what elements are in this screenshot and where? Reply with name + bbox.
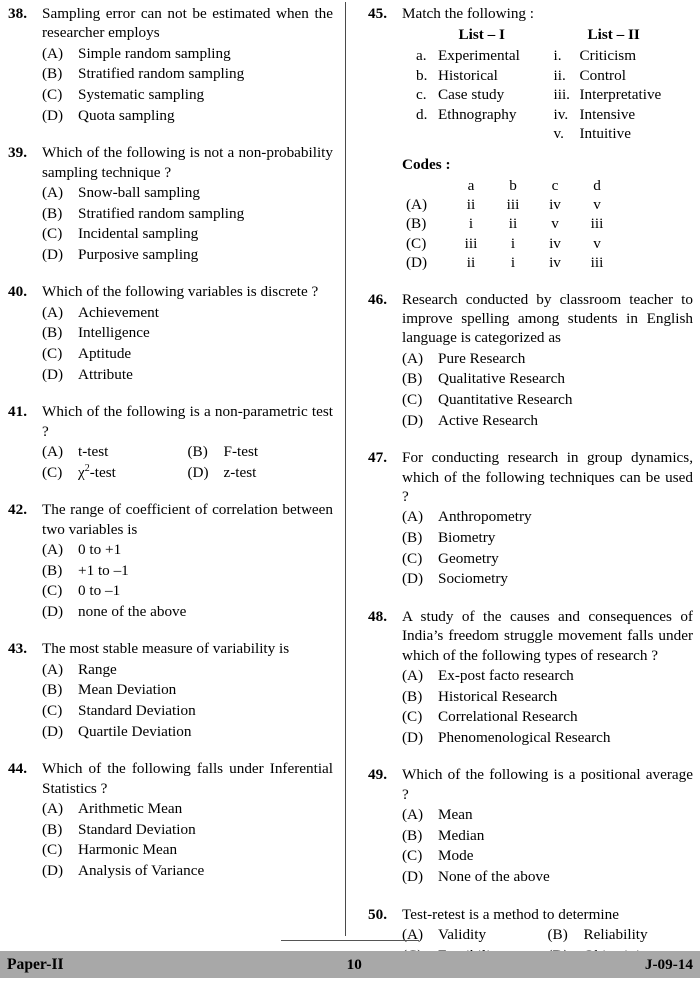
codes-cell: ii [466,195,476,213]
list-item [554,105,694,125]
codes-label: Codes : [402,155,451,173]
option-item[interactable] [42,303,333,324]
option-text: Aptitude [78,344,132,362]
option-item[interactable] [42,64,333,85]
option-label: (C) [42,86,63,103]
option-text: Anthropometry [438,508,532,526]
question-block [368,448,693,590]
option-label: (B) [42,820,63,838]
option-text: Reliability [583,925,648,943]
list-item [416,66,548,86]
codes-cell: v [593,195,601,213]
option-text: Quota sampling [78,106,175,124]
option-item[interactable] [402,728,693,749]
question-text: The range of coefficient of correlation between two variables is [42,501,333,538]
option-item[interactable] [402,528,693,549]
option-text: 0 to +1 [78,540,122,558]
codes-cell: i [510,234,516,252]
option-item[interactable] [42,442,188,463]
option-list [402,666,693,748]
option-label: (D) [402,728,424,746]
option-text: Analysis of Variance [78,861,205,879]
option-item[interactable] [42,840,333,861]
question-block [8,4,333,126]
question-text: Which of the following falls under Inferential Statistics ? [42,760,333,797]
codes-cell: iv [549,195,561,213]
option-text: Quantitative Research [438,391,573,408]
option-item[interactable] [42,106,333,127]
option-label: (B) [42,561,63,579]
codes-cell: v [593,234,601,252]
option-item[interactable] [188,442,334,463]
list-item-text: Intuitive [579,125,631,143]
option-label: (C) [402,708,423,726]
question-text: A study of the causes and consequences of India’s freedom struggle movement falls under which of the following types of research ? [402,607,693,664]
option-list [402,805,693,887]
question-text: Which of the following variables is discrete ? [42,283,319,301]
option-text: Purposive sampling [78,245,199,263]
option-text: Stratified random sampling [78,204,245,222]
codes-cell: i [468,215,474,233]
question-text: For conducting research in group dynamics, which of the following techniques can be used ? [402,449,693,505]
question-block [8,500,333,622]
left-question-column [8,4,333,898]
option-row [42,463,333,484]
codes-cell: iii [590,254,604,272]
option-item[interactable] [42,820,333,841]
option-label: (A) [42,442,64,460]
option-label: (C) [42,225,63,243]
option-item[interactable] [402,569,693,590]
option-list [42,540,333,622]
option-list [42,303,333,385]
question-number: 40. [8,283,27,301]
option-text: Incidental sampling [78,225,199,243]
option-label: (B) [402,687,423,705]
option-text: F-test [223,442,259,460]
question-number: 38. [8,5,27,22]
option-item[interactable] [402,549,693,570]
footer-page-number: 10 [346,955,362,973]
option-label: (B) [402,529,423,546]
list-item-marker: c. [416,86,427,104]
question-text: Research conducted by classroom teacher to improve spelling among students in English language is categorized as [402,290,693,347]
list-item-marker: d. [416,105,428,123]
option-text: 0 to –1 [78,582,121,600]
question-text: The most stable measure of variability is [42,640,290,658]
codes-cell: iii [464,234,478,252]
option-item[interactable] [42,799,333,820]
option-item[interactable] [42,323,333,344]
list-item-text: Control [579,66,626,84]
question-number: 43. [8,640,27,658]
footer-paper-code: J-09-14 [644,955,693,973]
option-label: (C) [402,391,423,408]
option-item[interactable] [402,805,693,826]
option-list [42,660,333,742]
option-text: Snow-ball sampling [78,184,200,201]
question-text: Match the following : [402,5,535,22]
option-label: (A) [42,184,64,201]
question-number: 49. [368,766,387,784]
option-list [402,507,693,589]
option-row [42,442,333,463]
option-text: Attribute [78,365,133,383]
option-label: (C) [402,549,423,567]
question-block [8,759,333,881]
option-label: (B) [42,324,63,342]
option-label: (D) [402,867,424,885]
option-text: Median [438,826,485,844]
codes-cell: i [510,254,516,272]
codes-option-row[interactable] [404,253,618,272]
codes-option-label: (B) [406,215,427,233]
codes-option-row[interactable] [404,195,618,214]
column-divider [345,2,346,936]
option-item[interactable] [42,561,333,582]
list-item-marker: i. [553,47,562,64]
option-item[interactable] [42,365,333,386]
option-label: (A) [42,660,64,678]
question-block [8,402,333,483]
option-text: Sociometry [438,570,509,588]
option-item[interactable] [42,344,333,365]
option-label: (C) [42,582,63,600]
list-one-header: List – I [458,26,505,44]
option-text: Mean Deviation [78,681,177,699]
option-text: t-test [78,442,109,460]
codes-option-label: (C) [406,234,427,252]
footer-rule [281,940,419,941]
codes-option-row[interactable] [404,214,618,233]
list-item [554,85,694,105]
list-item-marker: b. [416,66,428,84]
question-block [368,765,693,887]
option-item[interactable] [42,680,333,701]
codes-cell: v [551,215,559,233]
option-text: Biometry [438,529,496,546]
option-text: Geometry [438,549,499,567]
question-number: 44. [8,760,27,778]
option-item[interactable] [42,463,188,484]
option-item[interactable] [402,666,693,687]
option-label: (C) [402,847,423,865]
option-text: Validity [438,925,487,943]
question-text: Sampling error can not be estimated when the researcher employs [42,5,333,42]
list-item [554,66,694,86]
option-label: (C) [42,701,63,719]
option-label: (A) [402,349,424,367]
option-text: Range [78,660,117,678]
option-text: Quartile Deviation [78,722,192,740]
question-block [368,290,693,432]
option-label: (C) [42,463,63,481]
option-label: (D) [42,365,64,383]
option-label: (B) [42,65,63,83]
footer-paper-label: Paper-II [7,955,64,973]
match-question-block [368,4,693,273]
question-text: Which of the following is a non-parametric test ? [42,403,333,440]
option-text: Mean [438,806,473,824]
codes-cell: iii [590,215,604,233]
question-block [8,143,333,265]
option-text: None of the above [438,867,550,885]
option-label: (B) [187,442,208,460]
option-item[interactable] [42,602,333,623]
question-number: 41. [8,403,27,421]
option-label: (A) [402,667,424,684]
option-text: $\chi^2$-test [78,462,116,481]
option-text: Historical Research [438,687,558,705]
option-label: (B) [402,370,423,388]
option-text: Mode [438,847,474,865]
list-item-text: Experimental [438,47,520,64]
list-two-header: List – II [587,26,640,44]
option-label: (D) [402,411,424,429]
list-item [554,46,694,66]
codes-option-row[interactable] [404,234,618,253]
list-item [554,124,694,144]
list-item-marker: iv. [553,105,569,123]
option-text: Ex-post facto research [438,667,574,684]
codes-corner [404,176,450,195]
list-item-text: Historical [438,66,498,84]
option-label: (D) [42,602,64,620]
page-footer [0,951,700,978]
codes-option-label: (D) [406,254,428,272]
list-item [416,85,548,105]
option-item[interactable] [402,925,548,946]
option-item[interactable] [402,369,693,390]
codes-column-header: c [551,176,559,194]
question-number: 48. [368,607,387,625]
option-item[interactable] [402,390,693,411]
option-text: none of the above [78,602,187,620]
question-block [8,639,333,742]
lists-row [402,25,693,144]
option-item[interactable] [188,463,334,484]
question-number: 42. [8,501,27,519]
option-text: Simple random sampling [78,44,231,62]
codes-table [404,176,618,273]
option-list [42,44,333,126]
question-number: 46. [368,290,387,308]
option-item[interactable] [42,44,333,65]
list-item-marker: iii. [553,86,570,104]
option-item[interactable] [402,846,693,867]
option-label: (A) [42,44,64,62]
option-row [402,925,693,946]
codes-cell: iv [549,234,561,252]
option-label: (A) [402,806,424,824]
option-text: z-test [223,463,257,481]
question-number: 45. [368,5,387,22]
option-text: Active Research [438,411,538,429]
question-text: Which of the following is not a non-probability sampling technique ? [42,144,333,181]
option-text: Correlational Research [438,708,578,726]
option-label: (A) [42,799,64,817]
option-item[interactable] [402,707,693,728]
codes-cell: ii [508,215,518,233]
option-label: (C) [42,344,63,362]
option-text: Qualitative Research [438,370,565,388]
option-item[interactable] [42,722,333,743]
list-item-marker: ii. [553,66,566,84]
option-item[interactable] [402,826,693,847]
codes-column-header: b [509,176,517,194]
option-item[interactable] [42,540,333,561]
option-label: (B) [547,925,568,943]
option-label: (D) [42,861,64,879]
match-lists [402,25,693,272]
option-item[interactable] [42,85,333,106]
option-text: Stratified random sampling [78,65,245,83]
list-item [416,105,548,125]
option-list [42,183,333,265]
option-list [42,799,333,881]
option-item[interactable] [42,183,333,204]
codes-cell: iii [506,195,520,213]
codes-cell: ii [466,254,476,272]
option-item[interactable] [42,581,333,602]
option-item[interactable] [42,701,333,722]
option-text: Standard Deviation [78,820,196,838]
codes-header-row [404,176,618,195]
list-item-text: Ethnography [438,105,517,123]
option-text: +1 to –1 [78,561,129,579]
list-one [402,25,548,144]
codes-column-header: d [593,176,601,194]
option-text: Standard Deviation [78,701,196,719]
question-number: 47. [368,449,387,467]
option-label: (D) [402,570,424,588]
option-item[interactable] [42,224,333,245]
list-item-text: Intensive [579,105,636,123]
question-block [8,282,333,385]
option-label: (D) [42,722,64,740]
option-text: Systematic sampling [78,86,205,103]
option-label: (A) [402,508,424,526]
option-text: Pure Research [438,349,526,367]
option-label: (B) [42,681,63,699]
option-item[interactable] [42,245,333,266]
option-text: Achievement [78,303,159,321]
codes-cell: iv [549,254,561,272]
list-item-marker: v. [553,125,564,143]
option-item[interactable] [402,349,693,370]
option-item[interactable] [42,660,333,681]
question-text: Which of the following is a positional average ? [402,766,693,803]
option-label: (D) [42,106,64,124]
list-item [416,46,548,66]
list-item-text: Interpretative [579,86,662,104]
option-item[interactable] [402,411,693,432]
codes-option-label: (A) [406,195,428,213]
option-text: Intelligence [78,324,150,342]
option-list [402,349,693,431]
option-item[interactable] [548,925,694,946]
option-label: (B) [42,204,63,222]
option-label: (D) [42,245,64,263]
option-item[interactable] [42,861,333,882]
option-label: (A) [42,303,64,321]
question-block [368,607,693,749]
option-text: Arithmetic Mean [78,799,183,817]
option-item[interactable] [42,204,333,225]
list-two [548,25,694,144]
list-item-marker: a. [416,47,427,64]
question-number: 39. [8,144,27,162]
option-item[interactable] [402,687,693,708]
option-list [42,442,333,483]
list-item-text: Criticism [579,47,637,64]
question-text: Test-retest is a method to determine [402,905,619,923]
codes-column-header: a [467,176,475,194]
option-label: (C) [42,841,63,859]
option-label: (A) [402,925,424,943]
option-label: (B) [402,826,423,844]
option-item[interactable] [402,867,693,888]
option-label: (D) [187,463,209,481]
option-label: (A) [42,540,64,558]
question-number: 50. [368,905,387,923]
right-question-column [368,4,693,983]
option-text: Harmonic Mean [78,841,178,859]
option-text: Phenomenological Research [438,728,611,746]
option-item[interactable] [402,507,693,528]
list-item-text: Case study [438,86,505,104]
